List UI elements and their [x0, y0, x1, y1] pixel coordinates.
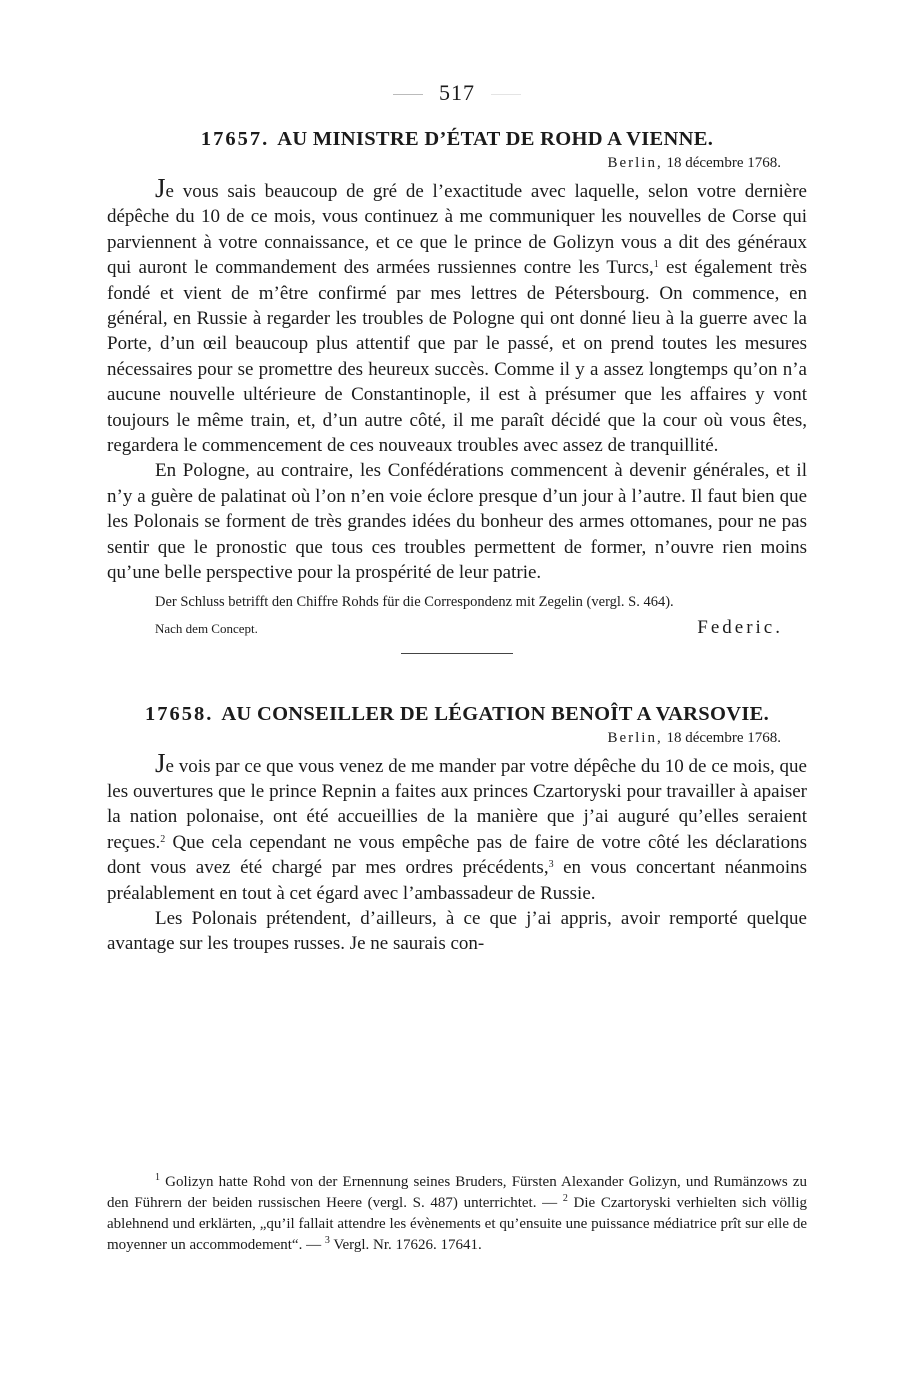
section-separator: [401, 653, 513, 655]
paragraph: Je vous sais beaucoup de gré de l’exactitude avec laquelle, selon votre dernière dépêche du 10 de ce mois, vous continuez à me communiquer les nouvelles de Corse qui parviennent à votre connaissance, et ce que le prince de Golizyn vous a dit des généraux qui auront le commandement des armées russiennes contre les Turcs,$^1$ est également très fondé et vient de m’être confirmé par mes lettres de Pétersbourg. On commence, en général, en Russie à regarder les troubles de Pologne qui ont donné lieu à la guerre avec la Porte, d’un œil beaucoup plus attentif que par le passé, et on prend toutes les mesures nécessaires pour se promettre des heureux succès. Comme il y a assez longtemps qu’on n’a aucune nouvelle ultérieure de Constantinople, il est à présumer que les affaires y vont toujours le même train, et, d’un autre côté, il me paraît décidé que la cour où vous êtes, regardera le commencement de ces nouveaux troubles avec assez de tranquillité.: [107, 173, 807, 457]
date-city: Berlin,: [607, 155, 663, 171]
header-rule-left: [393, 94, 423, 95]
letter-number: 17657.: [200, 128, 270, 150]
header-rule-right: [491, 94, 521, 95]
dateline: [107, 155, 781, 172]
footnote-3: Vergl. Nr. 17626. 17641.: [329, 1237, 482, 1253]
footnote-2: Die Czartoryski verhielten sich völlig ablehnend und erklärten, „qu’il fallait attendre les évènements et qu’ensuite une puissance médiatrice prît sur elle de moyenner un accommodement“. —: [107, 1195, 808, 1253]
letter-number: 17658.: [144, 702, 214, 725]
date: 18 décembre 1768.: [666, 729, 781, 746]
letter-title: AU CONSEILLER DE LÉGATION BENOÎT A VARSOVIE.: [221, 702, 770, 725]
letter-17657: [107, 128, 807, 655]
paragraph: En Pologne, au contraire, les Confédérations commencent à devenir générales, et il n’y a guère de palatinat où l’on n’en voie éclore presque d’un jour à l’autre. Il faut bien que les Polonais se forment de très grandes idées du bonheur des armes ottomanes, pour ne pas sentir que le pronostic que tous ces troubles permettent de former, n’ouvre rien moins qu’une belle perspective pour la prospérité de leur patrie.: [107, 460, 807, 584]
letter-body: [107, 747, 808, 957]
letter-heading: [107, 128, 807, 151]
footnote-ref: 1: [653, 259, 659, 271]
footnote-mark: 3: [324, 1235, 330, 1246]
paragraph: Les Polonais prétendent, d’ailleurs, à ce que j’ai appris, avoir remporté quelque avantage sur les troupes russes. Je ne saurais con-: [107, 907, 807, 955]
editorial-note: Der Schluss betrifft den Chiffre Rohds für die Correspondenz mit Zegelin (vergl. S. 464).: [155, 593, 674, 610]
page-number: 517: [107, 80, 807, 110]
letter-17658: [107, 703, 807, 957]
footnote-ref: 3: [548, 859, 554, 871]
paragraph: Je vois par ce que vous venez de me mander par votre dépêche du 10 de ce mois, que les ouvertures que le prince Repnin a faites aux princes Czartoryski pour travailler à apaiser la nation polonaise, ont été accueillies de la manière que j’ai auguré qu’elles seraient reçues.$^2$ Que cela cependant ne vous empêche pas de faire de votre côté les déclarations dont vous avez été chargé par mes ordres précédents,$^3$ en vous concertant néanmoins préalablement en tout à cet égard avec l’ambassadeur de Russie.: [107, 747, 808, 904]
footnote-block: [107, 1172, 807, 1256]
dateline: [107, 730, 781, 747]
initial-letter: J: [155, 747, 166, 778]
footnotes: [107, 1172, 807, 1256]
footnote-1: Golizyn hatte Rohd von der Ernennung seines Bruders, Fürsten Alexander Golizyn, und Rumänzows zu den Führern der beiden russischen Heere (vergl. S. 487) unterrichtet. —: [107, 1174, 807, 1211]
letter-heading: [107, 703, 807, 726]
page-content: [107, 80, 807, 957]
footnote-mark: 1: [155, 1172, 160, 1183]
letter-title: AU MINISTRE D’ÉTAT DE ROHD A VIENNE.: [277, 128, 714, 150]
date-city: Berlin,: [607, 729, 663, 746]
initial-letter: J: [155, 173, 166, 203]
date: 18 décembre 1768.: [666, 155, 781, 171]
footnote-mark: 2: [562, 1193, 568, 1204]
footnote-ref: 2: [160, 833, 166, 845]
signature: Federic.: [697, 616, 783, 638]
source-row: [107, 617, 807, 639]
source-note: Nach dem Concept.: [155, 620, 258, 636]
letter-body: [107, 173, 807, 586]
